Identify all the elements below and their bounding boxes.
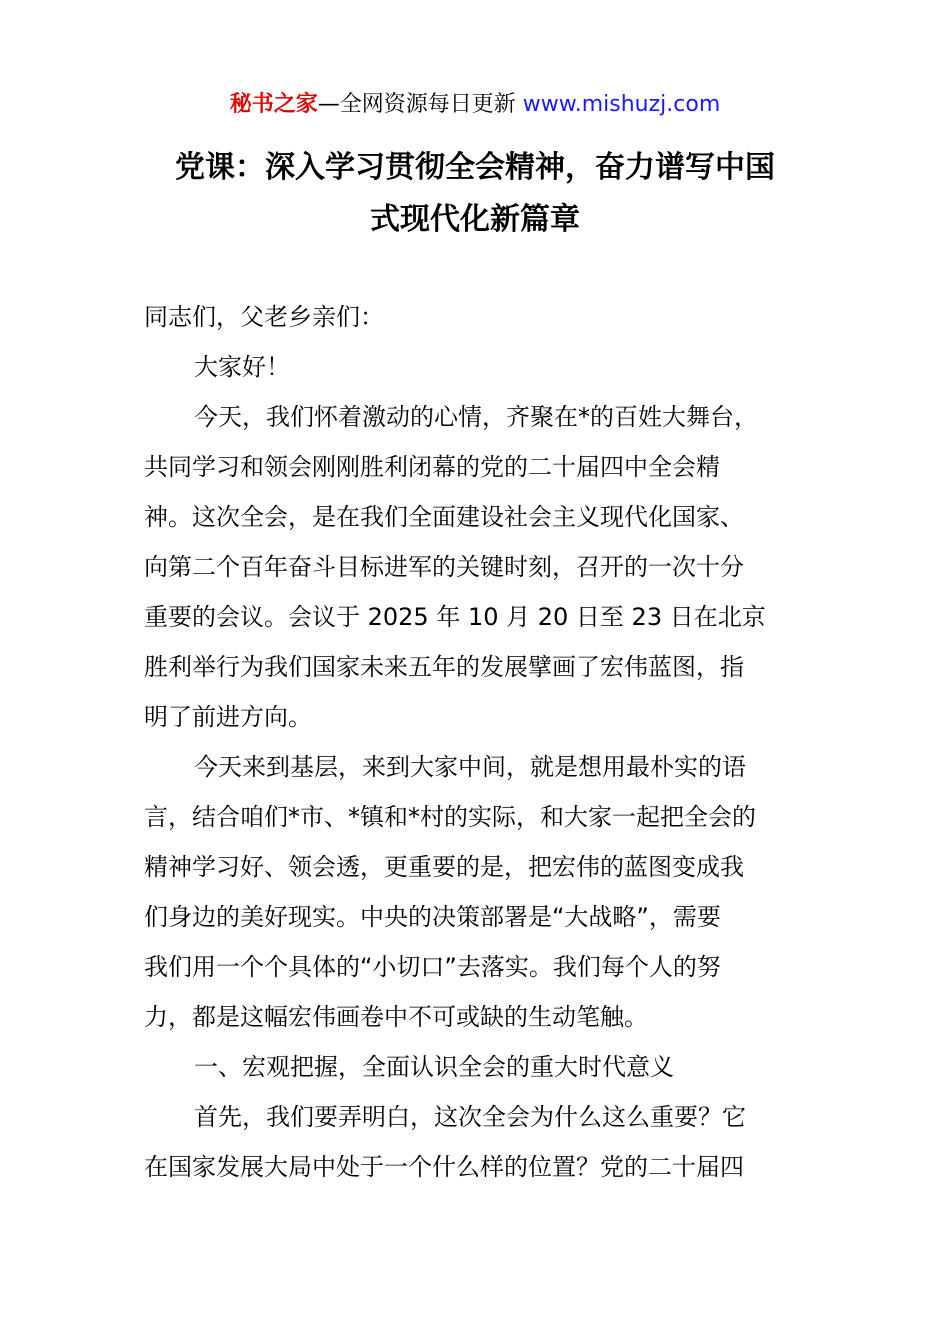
paragraph-1-line-5: 重要的会议。会议于 2025 年 10 月 20 日至 23 日在北京 <box>144 603 766 631</box>
paragraph-3-line-2: 在国家发展大局中处于一个什么样的位置？党的二十届四 <box>144 1153 744 1181</box>
paragraph-1-line-2: 共同学习和领会刚刚胜利闭幕的党的二十届四中全会精 <box>144 453 720 481</box>
site-url-link[interactable]: www.mishuzj.com <box>522 92 721 117</box>
title-line-2: 式现代化新篇章 <box>370 202 580 237</box>
paragraph-1-line-1: 今天，我们怀着激动的心情，齐聚在*的百姓大舞台， <box>194 403 758 431</box>
paragraph-2-line-6: 力，都是这幅宏伟画卷中不可或缺的生动笔触。 <box>144 1003 648 1031</box>
paragraph-3-line-1: 首先，我们要弄明白，这次全会为什么这么重要？它 <box>194 1103 746 1131</box>
paragraph-2-line-1: 今天来到基层，来到大家中间，就是想用最朴实的语 <box>194 753 746 781</box>
paragraph-2-line-3: 精神学习好、领会透，更重要的是，把宏伟的蓝图变成我 <box>144 853 744 881</box>
paragraph-2-line-5: 我们用一个个具体的“小切口”去落实。我们每个人的努 <box>144 953 721 981</box>
paragraph-1-line-6: 胜利举行为我们国家未来五年的发展擘画了宏伟蓝图，指 <box>144 653 744 681</box>
greeting: 大家好！ <box>194 353 290 381</box>
salutation: 同志们，父老乡亲们： <box>144 303 384 331</box>
paragraph-2-line-2: 言，结合咱们*市、*镇和*村的实际，和大家一起把全会的 <box>144 803 756 831</box>
paragraph-2-line-4: 们身边的美好现实。中央的决策部署是“大战略”，需要 <box>144 903 721 931</box>
site-tagline: —全网资源每日更新 <box>317 92 523 117</box>
document-body <box>144 292 808 1192</box>
paragraph-1-line-4: 向第二个百年奋斗目标进军的关键时刻，召开的一次十分 <box>144 553 744 581</box>
section-heading-1: 一、宏观把握，全面认识全会的重大时代意义 <box>194 1053 674 1081</box>
paragraph-1-line-7: 明了前进方向。 <box>144 703 312 731</box>
site-brand: 秘书之家 <box>229 92 318 117</box>
paragraph-1-line-3: 神。这次全会，是在我们全面建设社会主义现代化国家、 <box>144 503 744 531</box>
site-header <box>0 88 950 122</box>
document-title <box>140 142 810 246</box>
title-line-1: 党课：深入学习贯彻全会精神，奋力谱写中国 <box>175 150 775 185</box>
